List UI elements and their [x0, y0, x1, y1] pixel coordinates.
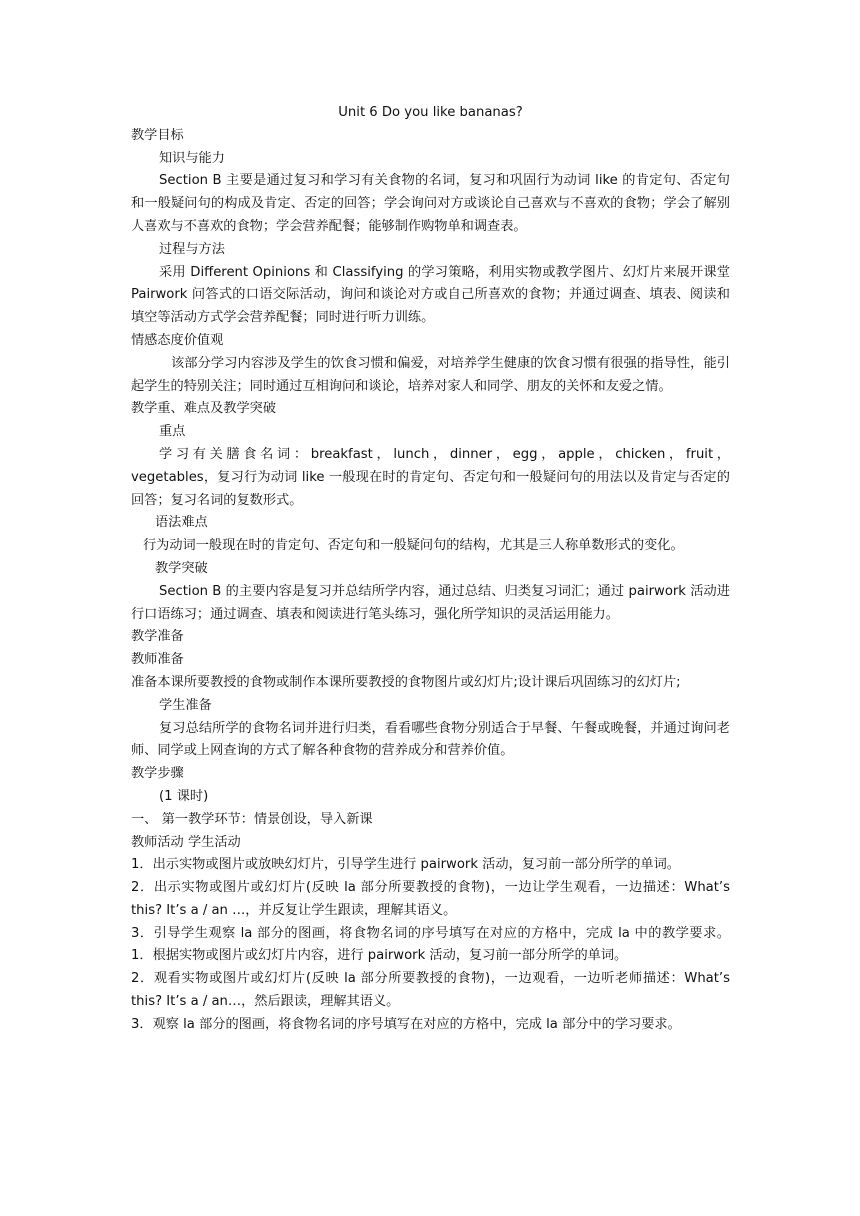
activity-columns-label: 教师活动 学生活动	[131, 834, 241, 850]
paragraph-process-method: 采用 Different Opinions 和 Classifying 的学习策略，利用实物或教学图片、幻灯片来展开课堂 Pairwork 问答式的口语交际活动，询问和谈论对方或自己所喜欢的食物；并通过调查、填表、阅读和填空等活动方式学会营养配餐；同时进行听力训练。	[131, 264, 730, 326]
subheading-teacher-preparation: 教师准备	[131, 652, 184, 668]
subheading-student-preparation: 学生准备	[159, 697, 212, 713]
section-heading-values: 情感态度价值观	[131, 332, 224, 348]
subheading-breakthrough: 教学突破	[155, 560, 208, 576]
section-heading-key-points: 教学重、难点及教学突破	[131, 401, 277, 417]
section-heading-teaching-goals: 教学目标	[131, 127, 184, 143]
activity-item-2: 2．出示实物或图片或幻灯片(反映 la 部分所要教授的食物)，一边让学生观看，一边描述：What’s this? It’s a / an …，并反复让学生跟读，理解其语义。	[131, 880, 730, 918]
paragraph-knowledge-ability: Section B 主要是通过复习和学习有关食物的名词，复习和巩固行为动词 like 的肯定句、否定句和一般疑问句的构成及肯定、否定的回答；学会询问对方或谈论自己喜欢与不喜欢的食物；学会了解别人喜欢与不喜欢的食物；学会营养配餐；能够制作购物单和调查表。	[131, 173, 730, 234]
subheading-grammar-difficulty: 语法难点	[155, 515, 208, 531]
subheading-knowledge-ability: 知识与能力	[159, 150, 225, 166]
activity-item-4: 2．观看实物或图片或幻灯片(反映 la 部分所要教授的食物)，一边观看，一边听老师描述：What’s this? It’s a / an…，然后跟读，理解其语义。	[131, 971, 730, 1010]
activity-item-5: 3．观察 la 部分的图画，将食物名词的序号填写在对应的方格中，完成 la 部分中的学习要求。	[131, 1016, 681, 1032]
subheading-process-method: 过程与方法	[159, 241, 225, 257]
activity-item-1: 1．出示实物或图片或放映幻灯片，引导学生进行 pairwork 活动，复习前一部分所学的单词。	[131, 857, 680, 873]
section-heading-preparation: 教学准备	[131, 629, 184, 645]
paragraph-teacher-preparation: 准备本课所要教授的食物或制作本课所要教授的食物图片或幻灯片;设计课后巩固练习的幻灯片;	[131, 674, 681, 690]
step-one-heading: 一、 第一教学环节：情景创设，导入新课	[131, 811, 373, 827]
section-heading-steps: 教学步骤	[131, 766, 184, 782]
activity-item-3: 3．引导学生观察 la 部分的图画，将食物名词的序号填写在对应的方格中，完成 la 中的教学要求。 1．根据实物或图片或幻灯片内容，进行 pairwork 活动，复习前一部分所学的单词。	[131, 925, 730, 964]
paragraph-grammar-difficulty: 行为动词一般现在时的肯定句、否定句和一般疑问句的结构，尤其是三人称单数形式的变化。	[143, 538, 684, 554]
paragraph-breakthrough: Section B 的主要内容是复习并总结所学内容，通过总结、归类复习词汇；通过 pairwork 活动进行口语练习；通过调查、填表和阅读进行笔头练习，强化所学知识的灵活运用能力。	[131, 583, 730, 622]
subheading-focus: 重点	[159, 424, 186, 440]
paragraph-student-preparation: 复习总结所学的食物名词并进行归类，看看哪些食物分别适合于早餐、午餐或晚餐，并通过询问老师、同学或上网查询的方式了解各种食物的营养成分和营养价值。	[131, 720, 730, 759]
paragraph-focus: 学习有关膳食名词：breakfast，lunch，dinner，egg，apple，chicken，fruit，vegetables，复习行为动词 like 一般现在时的肯定句、否定句和一般疑问句的用法以及肯定与否定的回答；复习名词的复数形式。	[131, 446, 730, 508]
document-title: Unit 6 Do you like bananas?	[338, 105, 523, 120]
document-page	[131, 102, 730, 1037]
paragraph-values: 该部分学习内容涉及学生的饮食习惯和偏爱，对培养学生健康的饮食习惯有很强的指导性，能引起学生的特别关注；同时通过互相询问和谈论，培养对家人和同学、朋友的关怀和友爱之情。	[131, 355, 730, 394]
lesson-count: (1 课时)	[159, 788, 209, 804]
